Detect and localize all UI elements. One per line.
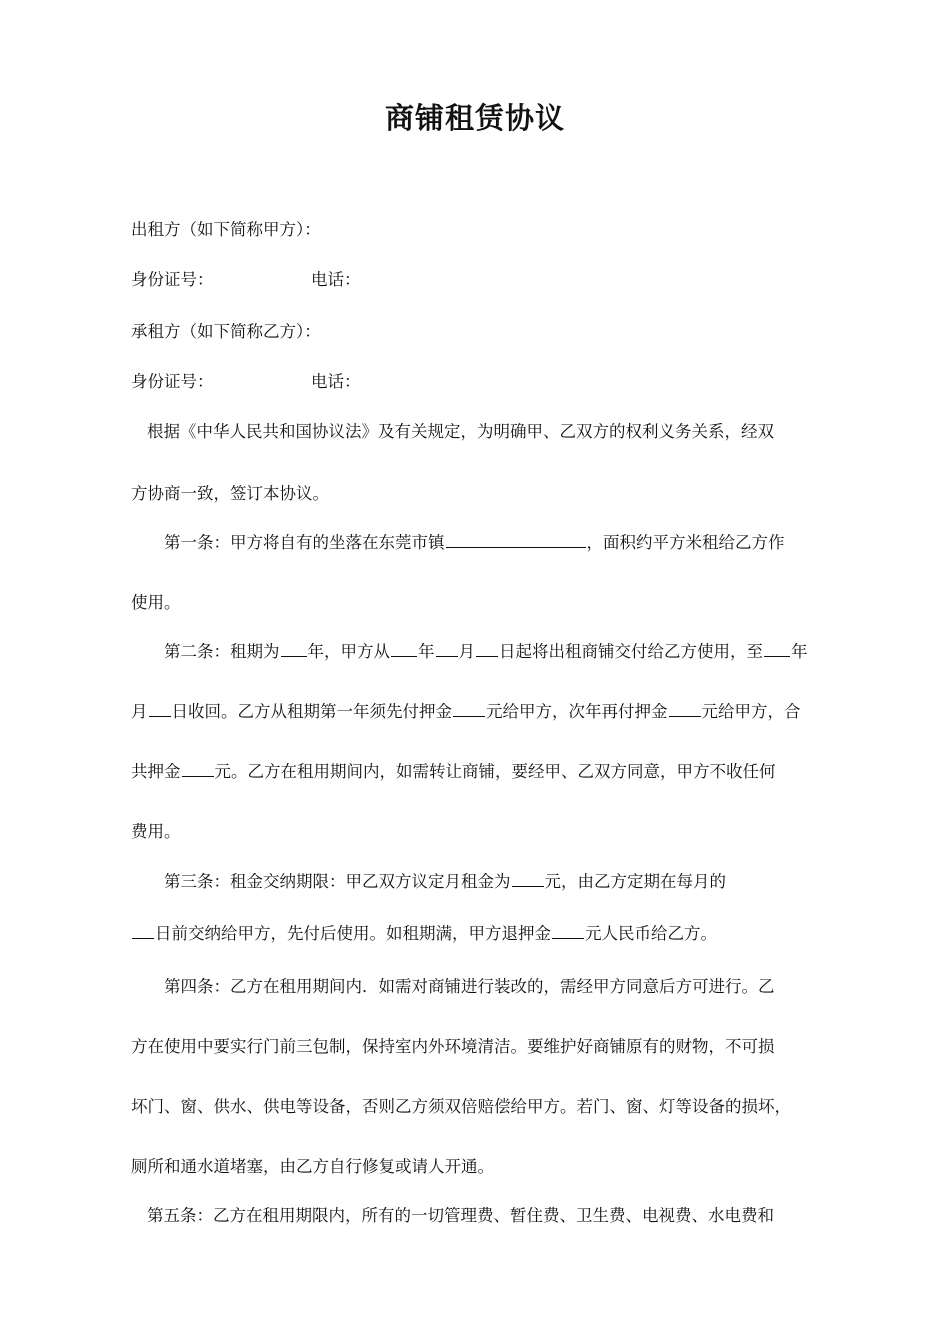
blank-field [132, 923, 154, 939]
lessee-line [131, 318, 321, 342]
article-2-line-1 [164, 638, 808, 662]
paragraph-text: 元，由乙方定期在每月的 [544, 872, 726, 891]
article-2-line-3 [131, 758, 776, 782]
paragraph-text: 元给甲方，次年再付押金 [486, 702, 668, 721]
paragraph-text: 第三条：租金交纳期限：甲乙双方议定月租金为 [164, 872, 511, 891]
article-2-line-2 [131, 698, 801, 722]
lessee-label: 承租方（如下简称乙方）： [131, 322, 321, 341]
paragraph-text: 坏门、窗、供水、供电等设备，否则乙方须双倍赔偿给甲方。若门、窗、灯等设备的损坏， [131, 1097, 791, 1116]
article-4-line-1 [164, 973, 775, 997]
blank-field [149, 701, 171, 717]
paragraph-text: 元给甲方，合 [701, 702, 801, 721]
id-label: 身份证号： [131, 270, 214, 289]
article-2-line-4 [131, 818, 181, 842]
intro-line-1 [147, 418, 774, 442]
phone-label: 电话： [311, 270, 361, 289]
article-4-line-3 [131, 1093, 791, 1117]
lessor-line [131, 216, 321, 240]
lessor-id-line [131, 266, 361, 290]
paragraph-text: 第一条：甲方将自有的坐落在东莞市镇 [164, 533, 445, 552]
paragraph-text: 日前交纳给甲方，先付后使用。如租期满，甲方退押金 [155, 924, 551, 943]
blank-field [764, 641, 790, 657]
blank-field [552, 923, 584, 939]
lessee-id-line [131, 368, 361, 392]
paragraph-text: 厕所和通水道堵塞，由乙方自行修复或请人开通。 [131, 1157, 494, 1176]
paragraph-text: 第二条：租期为 [164, 642, 280, 661]
paragraph-text: 元人民币给乙方。 [585, 924, 717, 943]
paragraph-text: ，面积约平方米租给乙方作 [586, 533, 785, 552]
id-label: 身份证号： [131, 372, 214, 391]
blank-field [446, 532, 586, 548]
paragraph-text: 使用。 [131, 593, 181, 612]
paragraph-text: 根据《中华人民共和国协议法》及有关规定，为明确甲、乙双方的权利义务关系，经双 [147, 422, 774, 441]
paragraph-text: 第四条：乙方在租用期间内．如需对商铺进行装改的，需经甲方同意后方可进行。乙 [164, 977, 775, 996]
paragraph-text: 月 [131, 702, 148, 721]
blank-field [281, 641, 307, 657]
blank-field [182, 761, 214, 777]
paragraph-text: 日起将出租商铺交付给乙方使用，至 [499, 642, 763, 661]
blank-field [453, 701, 485, 717]
article-1-line-1 [164, 529, 785, 553]
article-5-line-1 [147, 1202, 774, 1226]
paragraph-text: 方在使用中要实行门前三包制，保持室内外环境清洁。要维护好商铺原有的财物，不可损 [131, 1037, 775, 1056]
article-3-line-2 [131, 920, 717, 944]
paragraph-text: 年 [791, 642, 808, 661]
blank-field [391, 641, 417, 657]
article-4-line-4 [131, 1153, 494, 1177]
blank-field [476, 641, 498, 657]
phone-label: 电话： [311, 372, 361, 391]
article-1-line-2 [131, 589, 181, 613]
paragraph-text: 日收回。乙方从租期第一年须先付押金 [171, 702, 452, 721]
intro-line-2 [131, 480, 329, 504]
lessor-label: 出租方（如下简称甲方）： [131, 220, 321, 239]
paragraph-text: 元。乙方在租用期间内，如需转让商铺，要经甲、乙双方同意，甲方不收任何 [214, 762, 776, 781]
document-title: 商铺租赁协议 [384, 101, 565, 135]
article-4-line-2 [131, 1033, 775, 1057]
paragraph-text: 共押金 [131, 762, 181, 781]
blank-field [512, 871, 544, 887]
paragraph-text: 月 [458, 642, 475, 661]
paragraph-text: 年 [418, 642, 435, 661]
paragraph-text: 方协商一致，签订本协议。 [131, 484, 329, 503]
paragraph-text: 费用。 [131, 822, 181, 841]
blank-field [669, 701, 701, 717]
article-3-line-1 [164, 868, 726, 892]
paragraph-text: 年，甲方从 [307, 642, 390, 661]
blank-field [436, 641, 458, 657]
paragraph-text: 第五条：乙方在租用期限内，所有的一切管理费、暂住费、卫生费、电视费、水电费和 [147, 1206, 774, 1225]
